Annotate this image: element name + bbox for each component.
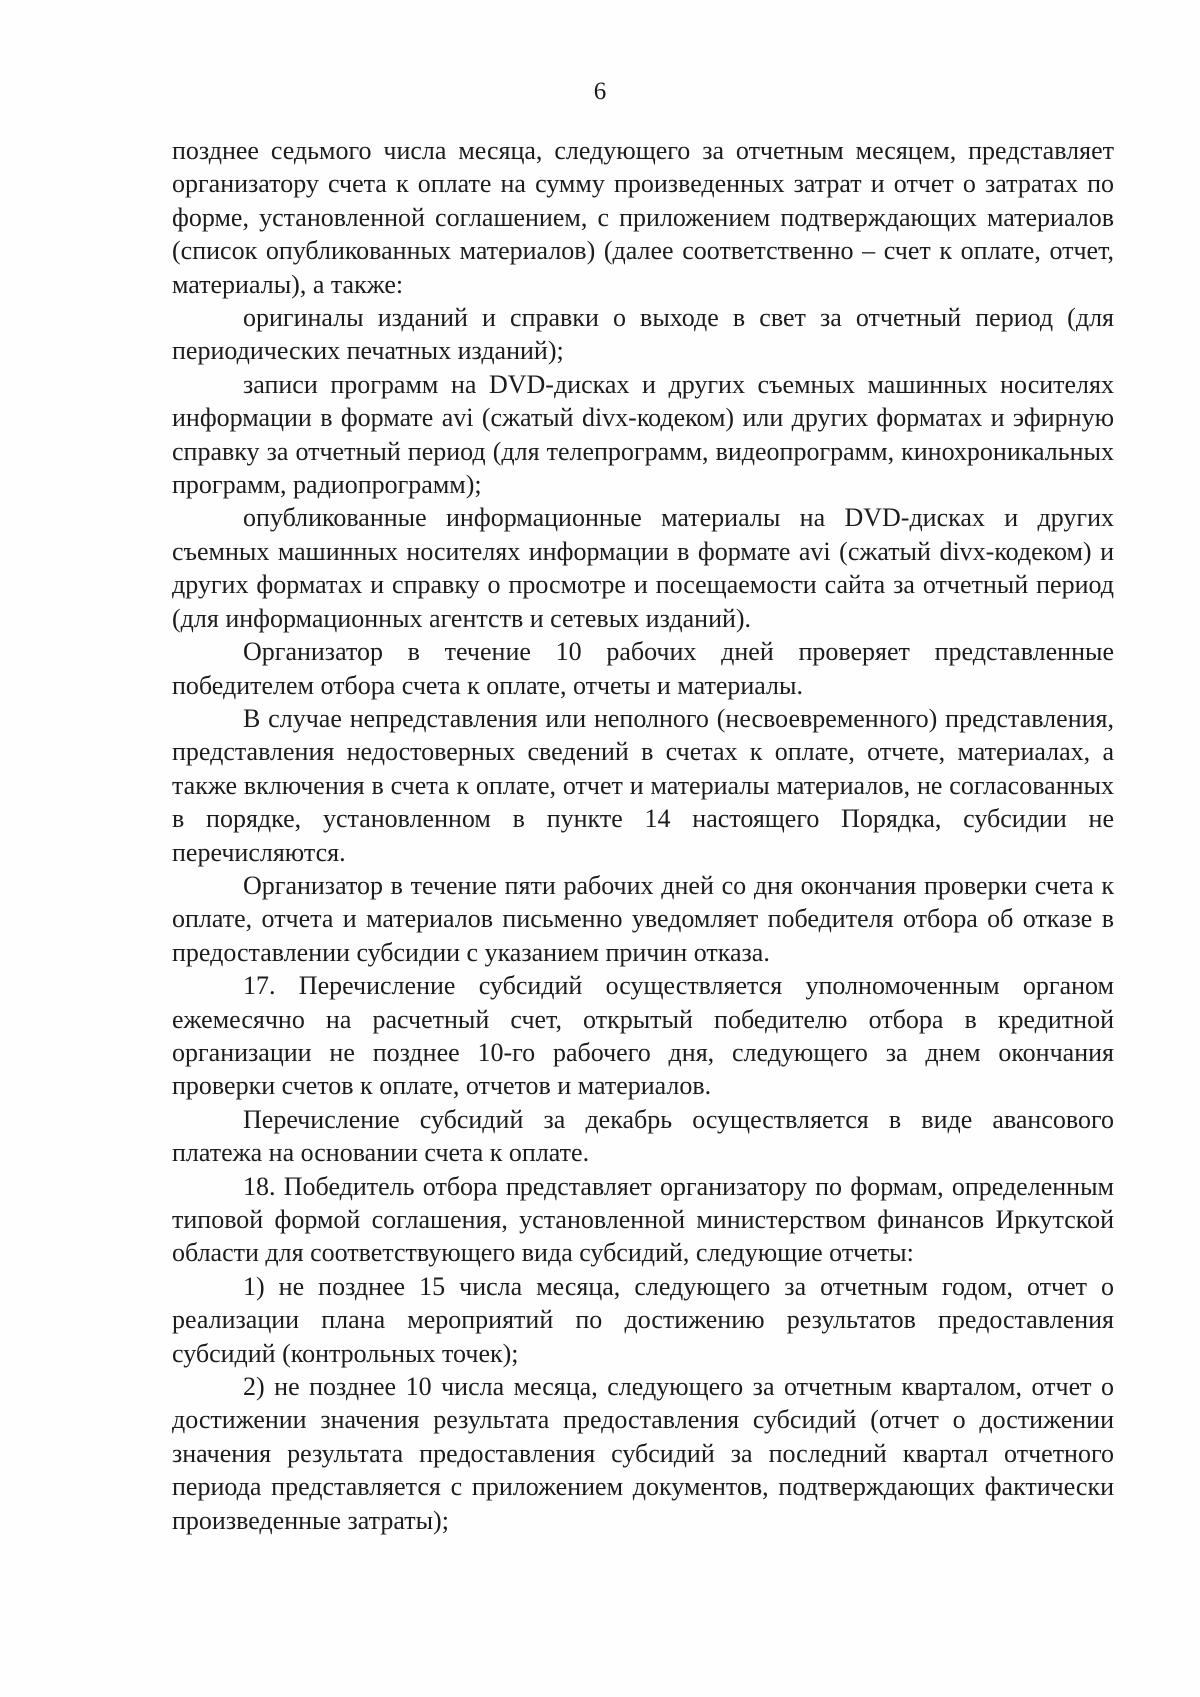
- paragraph-continuation: позднее седьмого числа месяца, следующего за отчетным месяцем, представляет организатору счета к оплате на сумму произведенных затрат и отчет о затратах по форме, установленной соглашением, с приложением подтверждающих материалов (список опубликованных материалов) (далее соответственно – счет к оплате, отчет, материалы), а также:: [172, 136, 1114, 299]
- paragraph-verification: Организатор в течение 10 рабочих дней проверяет представленные победителем отбора счета к оплате, отчеты и материалы.: [172, 637, 1114, 700]
- paragraph-print-originals: оригиналы изданий и справки о выходе в свет за отчетный период (для периодических печатных изданий);: [172, 303, 1114, 366]
- paragraph-item-18: 18. Победитель отбора представляет организатору по формам, определенным типовой формой соглашения, установленной министерством финансов Иркутской области для соответствующего вида субсидий, следующие отчеты:: [172, 1171, 1114, 1268]
- paragraph-program-records: записи программ на DVD-дисках и других съемных машинных носителях информации в формате avi (сжатый divx-кодеком) или других форматах и эфирную справку за отчетный период (для телепрограмм, видеопрограмм, кинохроникальных программ, радиопрограмм);: [172, 369, 1114, 500]
- paragraph-subitem-1: 1) не позднее 15 числа месяца, следующего за отчетным годом, отчет о реализации плана мероприятий по достижению результатов предоставления субсидий (контрольных точек);: [172, 1271, 1114, 1368]
- paragraph-published-materials: опубликованные информационные материалы на DVD-дисках и других съемных машинных носителях информации в формате avi (сжатый divx-кодеком) и других форматах и справку о просмотре и посещаемости сайта за отчетный период (для информационных агентств и сетевых изданий).: [172, 503, 1114, 633]
- document-body: [172, 134, 1114, 1537]
- page-number: 6: [593, 78, 607, 105]
- paragraph-december-advance: Перечисление субсидий за декабрь осуществляется в виде авансового платежа на основании счета к оплате.: [172, 1104, 1114, 1168]
- paragraph-refusal-notice: Организатор в течение пяти рабочих дней со дня окончания проверки счета к оплате, отчета и материалов письменно уведомляет победителя отбора об отказе в предоставлении субсидии с указанием причин отказа.: [172, 870, 1114, 967]
- paragraph-item-17: 17. Перечисление субсидий осуществляется уполномоченным органом ежемесячно на расчетный счет, открытый победителю отбора в кредитной организации не позднее 10-го рабочего дня, следующего за днем окончания проверки счетов к оплате, отчетов и материалов.: [172, 971, 1114, 1101]
- paragraph-subitem-2: 2) не позднее 10 числа месяца, следующего за отчетным кварталом, отчет о достижении значения результата предоставления субсидий (отчет о достижении значения результата предоставления субсидий за последний квартал отчетного периода представляется с приложением документов, подтверждающих фактически произведенные затраты);: [172, 1372, 1114, 1535]
- paragraph-non-submission: В случае непредставления или неполного (несвоевременного) представления, представления недостоверных сведений в счетах к оплате, отчете, материалах, а также включения в счета к оплате, отчет и материалы материалов, не согласованных в порядке, установленном в пункте 14 настоящего Порядка, субсидии не перечисляются.: [172, 703, 1114, 867]
